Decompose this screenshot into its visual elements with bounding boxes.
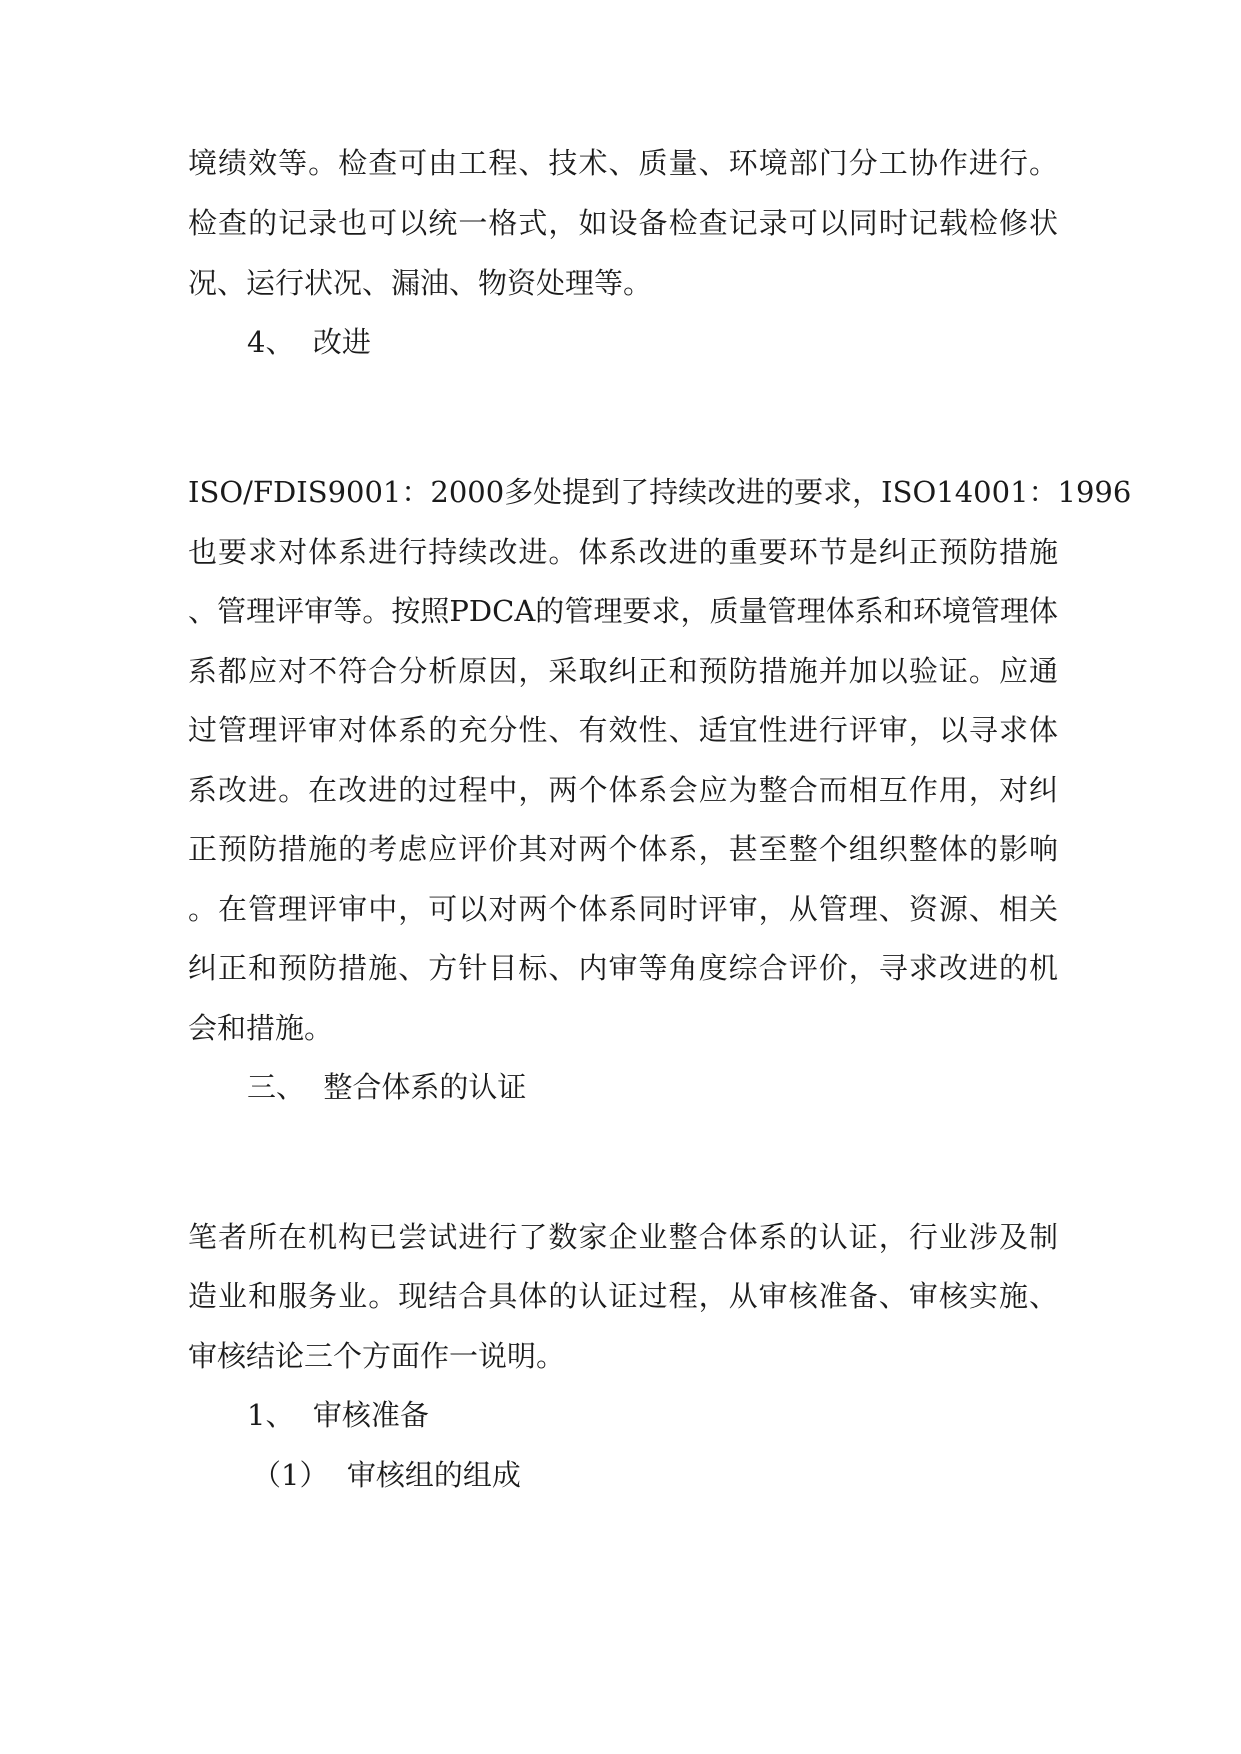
body-text-line: 正预防措施的考虑应评价其对两个体系，甚至整个组织整体的影响 [188, 832, 1058, 866]
body-text-line: 境绩效等。检查可由工程、技术、质量、环境部门分工协作进行。 [188, 146, 1058, 180]
body-text-line: 纠正和预防措施、方针目标、内审等角度综合评价，寻求改进的机 [188, 951, 1058, 985]
body-text-line: 系都应对不符合分析原因，采取纠正和预防措施并加以验证。应通 [188, 654, 1058, 688]
body-text-line: 况、运行状况、漏油、物资处理等。 [188, 266, 653, 300]
body-text-line: 检查的记录也可以统一格式，如设备检查记录可以同时记载检修状 [188, 206, 1058, 240]
body-text-line: 审核结论三个方面作一说明。 [188, 1339, 566, 1373]
section-heading-audit-prep: 1、 审核准备 [247, 1398, 429, 1432]
body-text-line: 会和措施。 [188, 1011, 334, 1045]
body-text-line: 。在管理评审中，可以对两个体系同时评审，从管理、资源、相关 [188, 892, 1058, 926]
body-text-line: 造业和服务业。现结合具体的认证过程，从审核准备、审核实施、 [188, 1279, 1058, 1313]
subsection-heading-audit-team: （1） 审核组的组成 [252, 1458, 521, 1492]
body-text-line: 系改进。在改进的过程中，两个体系会应为整合而相互作用，对纠 [188, 773, 1058, 807]
body-text-line: 过管理评审对体系的充分性、有效性、适宜性进行评审，以寻求体 [188, 713, 1058, 747]
body-text-line: 、管理评审等。按照PDCA的管理要求，质量管理体系和环境管理体 [188, 594, 1058, 628]
body-text-line: 笔者所在机构已尝试进行了数家企业整合体系的认证，行业涉及制 [188, 1220, 1058, 1254]
body-text-line: ISO/FDIS9001：2000多处提到了持续改进的要求，ISO14001：1996 [188, 475, 1132, 509]
section-heading-certification: 三、 整合体系的认证 [247, 1070, 527, 1104]
section-heading-improvement: 4、 改进 [247, 325, 371, 359]
body-text-line: 也要求对体系进行持续改进。体系改进的重要环节是纠正预防措施 [188, 535, 1058, 569]
